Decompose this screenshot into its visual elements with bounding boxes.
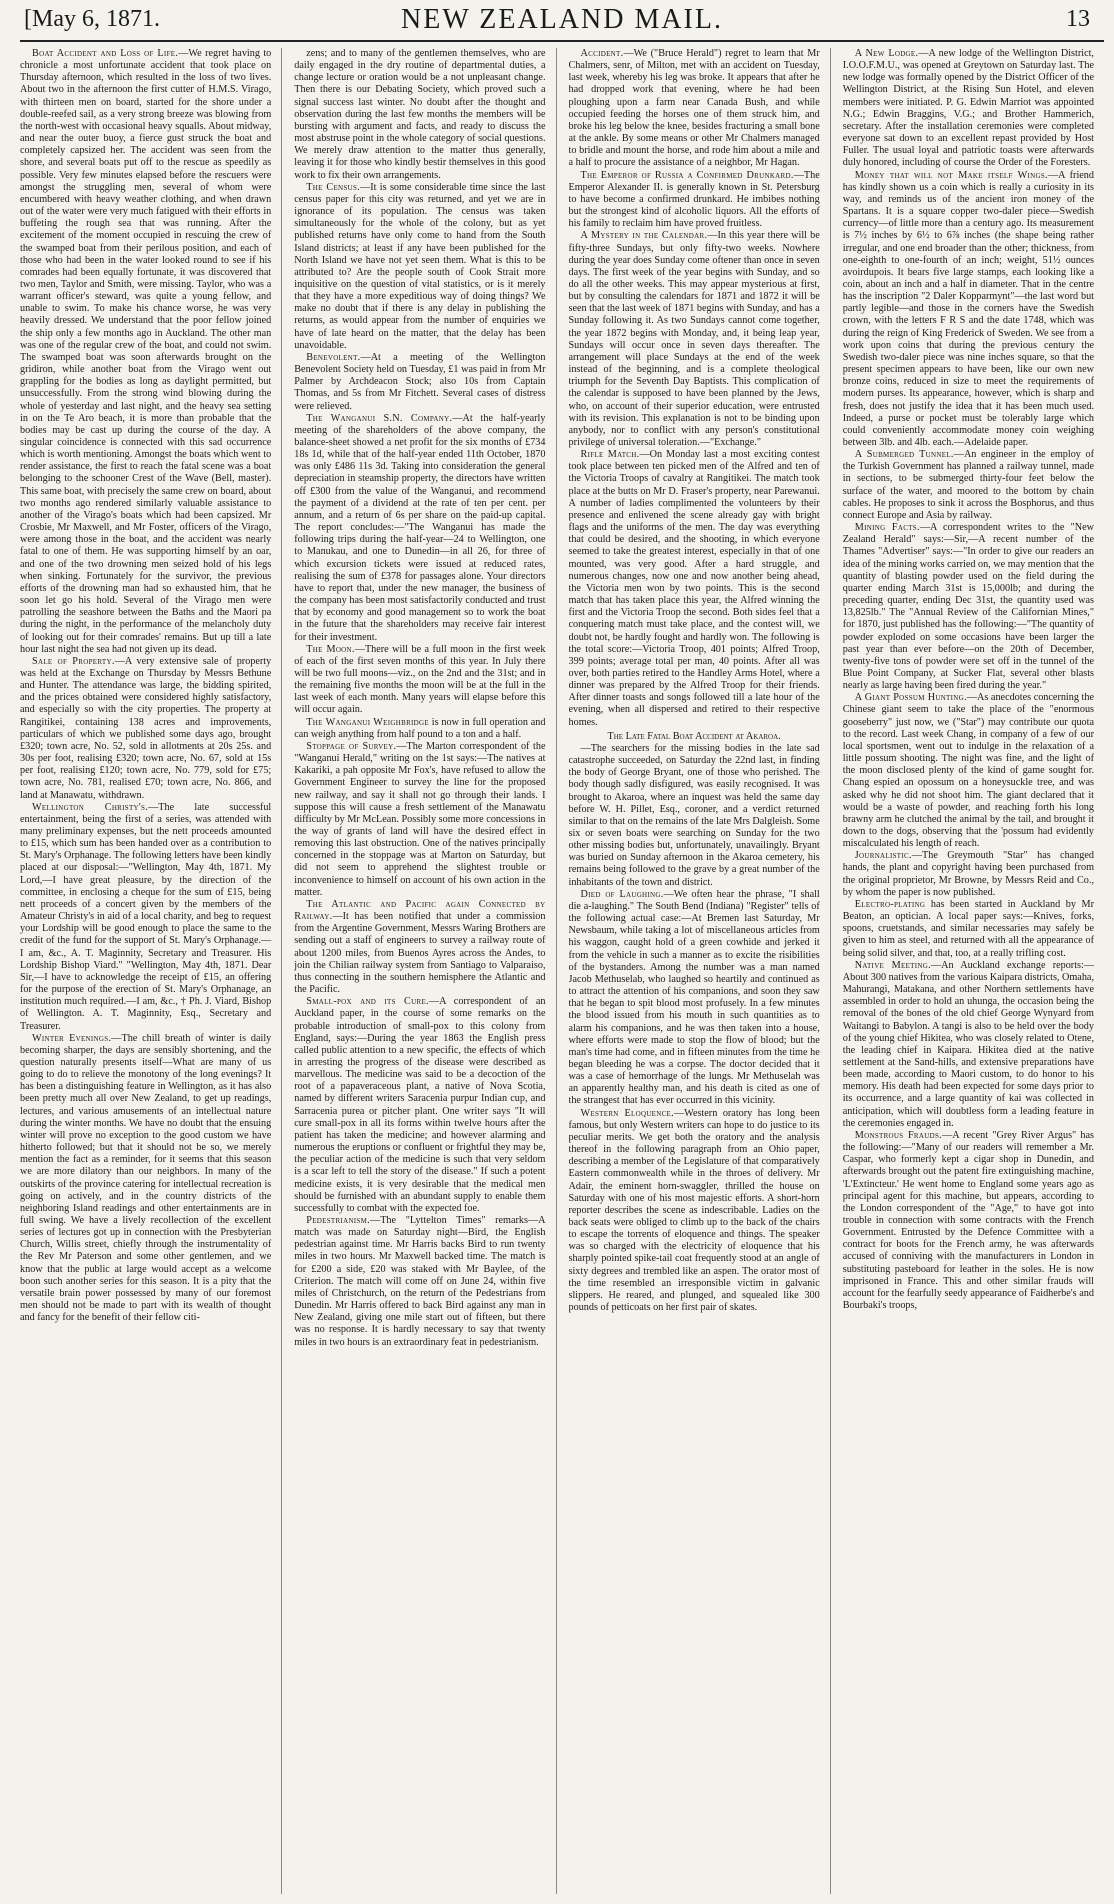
article-text: —The "Lyttelton Times" remarks—A match was made on Saturday night—Bird, the English pedestrian against time. Mr Harris backs Bird to run twenty miles in two hours. Mr Maxwell backed time. The match is for £200 a side, £20 was staked with Mr Baylee, of the Criterion. The match will come off on June 24, within five miles of Christchurch, on the return of the Pedestrians from Dunedin. Mr Harris offered to back Bird against any man in New Zealand, giving one mile start out of fifteen, but there was no response. It is hardly necessary to say that twenty miles in two hours is an extraordinary feat in pedestrianism. — [294, 1215, 546, 1348]
column-2 — [294, 48, 556, 1894]
article-heading: A Giant Possum Hunting. — [854, 692, 967, 704]
article-heading: A Mystery in the Calendar. — [580, 230, 708, 242]
article-paragraph — [294, 644, 545, 717]
masthead — [20, 0, 1104, 42]
article-heading: Journalistic. — [854, 850, 912, 862]
article-heading: Electro-plating — [854, 898, 926, 910]
article-heading: Stoppage of Survey. — [306, 740, 397, 752]
article-text: —The chill breath of winter is daily becoming sharper, the days are sensibly shortening, and the question naturally presents itself—What are many of us going to do to relieve the monotony of the long evenings? It has been a distinguishing feature in Wellington, as it has also been pretty much all over New Zealand, to get up readings, lectures, and various amusements of an intellectual nature during the winter months. We have no doubt that the ensuing winter will prove no exception to the good custom we have hitherto followed; but that it should not be so, we merely mention the fact as a reminder, for it seems that this season we are more dilatory than our neighbors. In many of the outskirts of the province catering for intellectual recreation is going on actively, and in the country districts of the neighboring Island readings and other entertainments are in full swing. We have a lively recollection of the excellent series of lectures got up in connection with the Presbyterian Church, Willis street, chiefly through the instrumentality of the Rev Mr Paterson and some other gentlemen, and we know that the public at large would accept as a welcome boon such another series for this season. It is a pity that the versatile brain power possessed by many of our foremost men should not be made to part with its wealth of thought and fancy for the benefit of their fellow citi- — [20, 1032, 272, 1324]
article-paragraph — [294, 717, 545, 741]
article-text: —At the half-yearly meeting of the shareholders of the above company, the balance-sheet showed a net profit for the six months of £734 18s 1d, while that of the half-year ended 11th October, 1870 was only £486 11s 3d. Taking into consideration the general depreciation in steamship property, the directors have written off £300 from the value of the Wanganui, and recommend the payment of a dividend at the rate of ten per cent. per annum, and a return of 6s per share on the paid-up capital. The report concludes:—"The Wanganui has made the following trips during the half-year—24 to Wellington, one to Manukau, and one to Dunedin—in all 26, for three of which excursion tickets were issued at reduced rates, realising the sum of £378 for passages alone. Your directors have to report that, under the new manager, the business of the company has been most satisfactorily conducted and trust that by economy and good management so to work the boat in the future that the shareholders may receive fair interest for their investment. — [294, 412, 546, 643]
article-heading: The Census. — [306, 181, 360, 193]
article-paragraph — [294, 352, 545, 413]
article-heading: The Emperor of Russia a Confirmed Drunkard. — [580, 169, 794, 181]
article-text: —A friend has kindly shown us a coin which is really a curiosity in its way, and reminds us of the ancient iron money of the Spartans. It is a square copper two-daler piece—Swedish currency—of little more than a century ago. Its measurement is 7½ inches by 6½ to 6⅞ inches (the shape being rather irregular, and one end broader than the other; thickness, from one-eighth to one-fourth of an inch; weight, 51½ ounces avoirdupois. It bears five large stamps, each looking like a coin, about an inch and a half in diameter. That in the centre has the inscription "2 Daler Kopparmynt"—the last word but partly legible—and those in the corners have the Swedish crown, with the letters F R S and the date 1748, which was during the reign of King Frederick of Sweden. We see from a work upon coins that during the previous century the Swedish two-daler piece was nine inches square, so that the present specimen appears to have been, like our own new bronze coins, reduced in size to meet the requirements of modern purses. Its appearance, however, which is sharp and fresh, does not justify the idea that it has been much used. Indeed, a purse or pocket must be tolerably large which could conveniently accommodate money coin weighing between 3lb. and 4lb. each.—Adelaide paper. — [842, 169, 1094, 448]
article-heading: Died of Laughing. — [580, 888, 664, 900]
issue-date: [May 6, 1871. — [24, 6, 160, 32]
article-text: —The Emperor Alexander II. is generally known in St. Petersburg to have become a confirmed drunkard. He imbibes nothing but the strongest kind of alcoholic liquors. All the efforts of his family to reclaim him have proved fruitless. — [568, 169, 820, 230]
column-3 — [569, 48, 831, 1894]
article-paragraph — [294, 899, 545, 996]
article-paragraph — [569, 449, 820, 729]
article-text: —On Monday last a most exciting contest took place between ten picked men of the Alfred and ten of the Victoria Troops of cavalry at Rangitikei. The match took place at the butts on Mr D. Fraser's property, near Parewanui. A number of ladies complimented the volunteers by their presence and enlivened the scene already gay with bright flags and the uniforms of the men. The day was everything that could be desired, and the shooting, in which everyone seemed to take the greatest interest, especially in that of one mounted, was very good. After a hard struggle, and numerous changes, now one and now another being ahead, the Victoria men won by two points. This is the second match that has taken place this year, the Alfred winning the first and the Victoria Troop the second. Both sides feel that a conquering match must take place, and the contest will, we doubt not, be hardly fought and hardly won. The following is the total score:—Victoria Troop, 401 points; Alfred Troop, 399 points; average total per man, 40 points. After all was over, both parties retired to the Handley Arms Hotel, where a dinner was prepared by the Alfred Troop for their friends. After dinner toasts and songs followed till a late hour of the evening, when all dispersed and retired to their respective homes. — [568, 449, 820, 728]
article-heading: Benevolent. — [306, 351, 361, 363]
article-heading: Native Meeting. — [854, 959, 931, 971]
article-text: has been started in Auckland by Mr Beaton, an optician. A local paper says:—Knives, forks, spoons, cruetstands, and similar necessaries may safely be given to him as steel, and returned with all the appearance of being solid silver, and that, too, at a really trifling cost. — [842, 898, 1094, 959]
article-heading: Pedestrianism. — [306, 1215, 370, 1226]
article-text: —A very extensive sale of property was held at the Exchange on Thursday by Messrs Bethune and Hunter. The attendance was large, the bidding spirited, and the prices obtained were considered highly satisfactory, and especially so with the city properties. The property at Rangitikei, containing 138 acres and improvements, particulars of which we published some days ago, brought £320; town acre, No. 52, sold in allotments at 20s 25s. and 30s per foot, realising £320; town acre, No. 67, sold at 15s per foot, realising £120; town acre, No. 779, sold for £75; town acre, No. 781, realised £70; town acre, No. 866, and land at Manawatu, withdrawn. — [20, 655, 272, 801]
article-text: —There will be a full moon in the first week of each of the first seven months of this year. In July there will be two full moons—viz., on the 2nd and the 31st; and in the remaining five months the moon will be at the full in the last week of each month. Many years will elapse before this will occur again. — [294, 643, 546, 716]
article-paragraph — [569, 48, 820, 170]
article-text: is now in full operation and can weigh anything from half pound to a ton and a half. — [294, 716, 546, 740]
article-paragraph — [294, 413, 545, 644]
article-text: —We regret having to chronicle a most unfortunate accident that took place on Thursday afternoon, which resulted in the loss of two lives. About two in the afternoon the first cutter of H.M.S. Virago, with thirteen men on board, started for the shore under a double-reefed sail, as a very strong breeze was blowing from the north-west with occasional heavy squalls. About midway, and near the outer buoy, a fierce gust struck the boat and completely capsized her. The accident was seen from the shore, and several boats put off to the rescue as speedily as possible. Very few minutes elapsed before the rescuers were amongst the struggling men, several of whom were encumbered with heavy weather clothing, and when drawn out of the water were very much fatigued with their efforts in buffeting the rough sea that was running. After the excitement of the moment occupied in rescuing the crew of the swamped boat from their perilous position, and each of those who had been in the water looked round to see if his comrades had been equally fortunate, it was discovered that two men, Taylor and Smith, were missing. Taylor, who was a warrant officer's steward, was quite a young fellow, and unable to swim. To make his chance worse, he was very heavily dressed. We understand that the poor fellow joined the ship only a few months ago in Auckland. The other man was one of the regular crew of the boat, and could not swim. The swamped boat was soon afterwards brought on the gridiron, while another boat from the Virago went out grappling for the bodies as long as daylight permitted, but unsuccessfully. From the strong wind blowing during the whole of yesterday and last night, and the heavy sea setting in on the Te Aro beach, it is more than probable that the bodies may be cast up during the course of the day. A singular coincidence is connected with this sad occurrence which is worth mentioning. Amongst the boats which went to render assistance, the first to reach the fatal scene was a boat belonging to the schooner Crest of the Wave (Bell, master). This same boat, with precisely the same crew on board, about two months ago rendered similarly valuable assistance to another of the Virago's boats which had been capsized. Mr Crosbie, Mr Maxwell, and Mr Foster, officers of the Virago, were among those in the boat, and the accident was nearly fatal to one of them. He was supporting himself by an oar, and one of the two drowning men seized hold of his legs when sinking. Fortunately for the survivor, the previous efforts of the drowning man had so exhausted him, that he soon let go his hold. Several of the Virago men were patrolling the seashore between the Baths and the Maori pa during the night, in the performance of the melancholy duty of looking out for their comrades' remains. But up till a late hour last night the sea had not given up its dead. — [20, 48, 272, 655]
article-text: —The searchers for the missing bodies in the late sad catastrophe succeeded, on Saturday the 22nd last, in finding the body of George Bryant, one of those who perished. The body though sadly disfigured, was easily recognised. It was brought to Akaroa, where an inquest was held the same day before W. H. Pillet, Esq., coroner, and a verdict returned similar to that on the remains of the late Mrs Dalgleish. Some six or seven boats were searching on Sunday for the two other missing bodies but, unfortunately, unavailingly. Bryant was buried on Sunday afternoon in the Akaroa cemetery, his remains being followed to the grave by a great number of the inhabitants of the town and district. — [568, 742, 820, 888]
article-heading: Money that will not Make itself Wings. — [854, 169, 1048, 181]
newspaper-title: NEW ZEALAND MAIL. — [401, 4, 723, 35]
article-paragraph — [294, 1215, 545, 1349]
article-paragraph — [569, 230, 820, 449]
article-text: —We often hear the phrase, "I shall die a-laughing." The South Bend (Indiana) "Register" tells of the following actual case:—At Bremen last Saturday, Mr Newsbaum, while taking a lot of miscellaneous articles from his waggon, caught hold of a green cowhide and jerked it from the vehicle in such a manner as to excite the risibilities of the bystanders. Among the number was a man named Jacob Methuselab, who laughed so heartily and continued as to attract the attention of his companions, and soon they saw that he began to spit blood most profusely. In a few minutes the blood issued from his mouth in such quantities as to alarm his companions, and he was then taken into a house, where efforts were made to stop the flow of blood; but the man's time had come, and in fifteen minutes from the time he began bleeding he was a corpse. The doctor decided that it was a case of hemorrhage of the lungs. Mr Methuselah was an apparently healthy man, and his death is cited as one of the strangest that has ever occurred in this vicinity. — [568, 888, 820, 1107]
article-text: —A correspondent writes to the "New Zealand Herald" says:—Sir,—A recent number of the Thames "Advertiser" says:—"In order to give our readers an idea of the mining works carried on, we may mention that the quantity of blasting powder used on the field during the quarter ending March 31st is 15,000lb; and during the preceding quarter, ending Dec 31st, the quantity used was 13,825lb." The "Annual Review of the Californian Mines," for 1870, just published has the following:—"The quantity of powder exploded on some occasions have been larger the past year than ever before—on the 20th of December, twenty-five tons of powder were set off in the tunnel of the Blue Point Company, at Sucker Flat, several other blasts nearly as large having been fired during the year." — [842, 522, 1094, 692]
article-heading: Rifle Match. — [580, 449, 640, 461]
article-paragraph — [294, 48, 545, 182]
article-text: —A correspondent of an Auckland paper, in the course of some remarks on the probable introduction of small-pox to this colony from England, says:—During the year 1863 the English press called public attention to a new specific, the effects of which in arresting the progress of the disease were described as marvellous. The medicine was said to be a decoction of the root of a papaveraceous plant, a native of Nova Scotia, named by different writers Saracenia purpur Indian cup, and Sarracenia purea or pitcher plant. One writer says "It will cure small-pox in all its forms within twelve hours after the patient has taken the medicine; and however alarming and numerous the eruptions or confluent or frightful they may be, the peculiar action of the medicine is such that very seldom is a scar left to tell the story of the disease." If such a potent medicine exists, it is very desirable that the medical men should be furnished with an abundant supply to enable them successfully to combat with the expected foe. — [294, 996, 546, 1214]
article-paragraph — [843, 850, 1094, 899]
article-text: —It has been notified that under a commission from the Argentine Government, Messrs Waring Brothers are sending out a staff of engineers to survey a railway route of about 1200 miles, from Buenos Ayres across the Andes, to join the Chilian railway system from Santiago to Valparaiso, thus connecting in the southern hemisphere the Atlantic and the Pacific. — [294, 911, 546, 996]
article-heading: Monstrous Frauds. — [854, 1129, 943, 1141]
article-heading-centered: The Late Fatal Boat Accident at Akaroa. — [607, 730, 781, 742]
article-text: —Western oratory has long been famous, but only Western writers can hope to do justice to its peculiar merits. We get both the oratory and the analysis thereof in the following paragraph from an Ohio paper, describing a member of the Legislature of that comparatively Eastern commonwealth while in the throes of delivery. Mr Adair, the eminent horn-swaggler, thrilled the house on Saturday with one of his most majestic efforts. A short-horn reporter describes the scene as indescribable. Ladies on the back seats were obliged to climb up to the back of the chairs to escape the torrents of eloquence and things. The speaker was so charged with the electricity of eloquence that his sharply pointed spike-tail coat frequently stood at an angle of sixty degrees and trembled like an aspen. The orator most of the time resembled an irresponsible victim in galvanic slippers. He reared, and plunged, and squealed like 300 pounds of petticoats on her first pair of skates. — [568, 1107, 820, 1314]
article-paragraph — [569, 170, 820, 231]
article-heading: The Wanganui S.N. Company. — [306, 412, 453, 424]
article-text: —In this year there will be fifty-three Sundays, but only fifty-two weeks. Nowhere during the year does Sunday come oftener than once in seven days. The first week of the year begins with Sunday, and so do all the other weeks. This may appear mysterious at first, but by consulting the calendars for 1871 and 1872 it will be seen that the last week of 1871 begins with Sunday, and has a Sunday following it. As two Sundays cannot come together, the year 1872 begins with Monday, and, it being leap year, Sundays will occur once in seven days thereafter. The arrangement will place Sundays at the end of the week instead of the beginning, and is a complete theological triumph for the Seventh Day Baptists. This complication of the calendar is supposed to have been planned by the Jews, who, on account of their superior education, were entrusted with its revision. This explanation is not to be binding upon anybody, nor to conflict with any person's constitutional privilege of universal toleration.—"Exchange." — [568, 230, 820, 448]
article-text: —We ("Bruce Herald") regret to learn that Mr Chalmers, senr, of Milton, met with an accident on Tuesday, last week, whereby his leg was broke. It appears that after he had dropped work that evening, where he had been ploughing upon a farm near Canada Bush, and while occupied feeding the horses one of them struck him, and broke his leg below the knee, besides fracturing a small bone at the ankle. By some means or other Mr Chalmers managed to bridle and mount the horse, and rode him about a mile and a half to procure the assistance of a neighbor, Mr Hagan. — [568, 48, 820, 169]
article-text: —It is some considerable time since the last census paper for this city was returned, and yet we are in ignorance of its population. The census was taken simultaneously for the whole of the colony, but as yet published returns have only come to hand from the South Island districts; at least if any have been published for the North Island we have not yet seen them. What is this to be attributed to? Are the people south of Cook Strait more inquisitive on the question of vital statistics, or is it merely that they have a more expeditious way of doing things? We make no doubt that if there is any delay in publishing the returns, as would appear from the number of enquiries we have of late heard on the matter, that the delay has been unavoidable. — [294, 181, 546, 351]
article-heading: Sale of Property. — [32, 655, 115, 667]
article-heading: Winter Evenings. — [32, 1032, 112, 1044]
article-text: —The Marton correspondent of the "Wanganui Herald," writing on the 1st says:—The natives at Kakariki, a pah opposite Mr Fox's, have refused to allow the Government Engineer to survey the line for the proposed new railway, and say it shall not go through their lands. I suppose this will cause a fresh settlement of the Manawatu difficulty by Mr McLean. Possibly some more concessions in the way of grants of land will have the desired effect in removing this last obstruction. One of the natives principally concerned in the stoppage was at Marton on Saturday, but did not seem to apprehend the slightest trouble or inconvenience to himself on account of his own action in the matter. — [294, 740, 546, 898]
article-paragraph — [294, 996, 545, 1215]
article-heading: A New Lodge. — [854, 48, 919, 59]
article-heading: Accident. — [580, 48, 624, 59]
article-columns — [20, 48, 1104, 1894]
article-heading: The Atlantic and Pacific again Connected by Railway. — [294, 898, 546, 923]
page-number: 13 — [1066, 6, 1090, 32]
article-paragraph — [843, 48, 1094, 170]
article-text: —The Greymouth "Star" has changed hands, the plant and copyright having been purchased from the original proprietor, Mr Browne, by Messrs Reid and Co., by whom the paper is now published. — [842, 850, 1094, 898]
article-paragraph — [294, 741, 545, 899]
article-heading: Western Eloquence. — [580, 1107, 674, 1119]
article-paragraph — [569, 743, 820, 889]
article-heading: Wellington Christy's. — [32, 801, 149, 813]
article-paragraph — [843, 522, 1094, 692]
column-4 — [843, 48, 1104, 1894]
article-paragraph — [20, 656, 271, 802]
article-text: —An Auckland exchange reports:—About 300 natives from the various Kaipara districts, Omaha, Mahurangi, Matakana, and other Northern settlements have assembled in order to hold an uhunga, the occasion being the removal of the bones of the old chief George Wynyard from Waitangi to Babylon. A tangi is also to be held over the body of the young chief Hikitea, who was closely related to Otene, the leading chief in Kaipara. Hikitea died at the native settlement at the Sand-hills, and extensive preparations have been made, according to Maori custom, to do honor to his memory. His death had been expected for some days prior to its occurrence, and a large quantity of kai was collected in anticipation, which will doubtless form a leading feature in the ceremonies engaged in. — [842, 959, 1095, 1129]
article-paragraph — [843, 692, 1094, 850]
article-paragraph — [843, 899, 1094, 960]
article-text: —The late successful entertainment, being the first of a series, was attended with many preliminary expenses, but the nett proceeds amounted to £15, which sum has been handed over as a contribution to St. Mary's Orphanage. The following letters have been kindly placed at our disposal:—"Wellington, May 4th, 1871. My Lord,—I have great pleasure, by the direction of the committee, in enclosing a cheque for the sum of £15, being nett proceeds of a concert given by the members of the Amateur Christy's in aid of a local charity, and beg to request your Lordship will be good enough to place the same to the credit of the fund for the support of St. Mary's Orphanage.—I am, &c., A. T. Maginnity, Secretary and Treasurer. His Lordship Bishop Viard." "Wellington, May 4th, 1871. Dear Sir,—I have to acknowledge the receipt of £15, an offering for the purpose of the erection of St. Mary's Orphanage, an institution much required.—I am, &c., † Ph. J. Viard, Bishop of Wellington. A. T. Maginnity, Esq., Secretary and Treasurer. — [20, 801, 272, 1032]
article-heading: A Submerged Tunnel. — [854, 449, 954, 461]
article-heading: Boat Accident and Loss of Life. — [32, 48, 179, 59]
article-text: —A new lodge of the Wellington District, I.O.O.F.M.U., was opened at Greytown on Saturday last. The new lodge was formally opened by the District Officer of the Wellington District, at the Rising Sun Hotel, and eleven members were initiated. P. G. Edwin Marriot was appointed N.G.; Edwin Braggins, V.G.; and Brother Hammerich, secretary. After the installation ceremonies were completed everyone sat down to an excellent repast provided by Host Fuller. The usual loyal and patriotic toasts were afterwards duly honored, including of course the Order of the Foresters. — [842, 48, 1094, 169]
article-heading: Small-pox and its Cure. — [306, 996, 429, 1008]
article-paragraph — [20, 1033, 271, 1325]
article-paragraph — [569, 889, 820, 1108]
article-paragraph — [569, 1108, 820, 1315]
article-paragraph — [843, 960, 1094, 1130]
article-text: zens; and to many of the gentlemen themselves, who are daily engaged in the dry routine of departmental duties, a change lecture or oration would be a not unpleasant change. Then there is our Debating Society, which proved such a signal success last winter. No doubt after the thought and observation during the last few months the members will be bursting with argument and facts, and ready to discuss the most abstruse point in the whole category of social questions. We merely draw attention to the matter thus generally, leaving it for those who kindly bestir themselves in this good work to fix their own arrangements. — [294, 48, 546, 181]
article-text: —At a meeting of the Wellington Benevolent Society held on Tuesday, £1 was paid in from Mr Palmer by Archdeacon Stock; also 10s from Captain Thomas, and 5s from Mr Fitchett. Several cases of distress were relieved. — [294, 351, 546, 412]
article-text: —An engineer in the employ of the Turkish Government has planned a railway tunnel, made in sections, to be submerged thirty-four feet below the surface of the water, and moored to the bottom by chain cables. He proposes to sink it across the Bosphorus, and thus connect Europe and Asia by railway. — [842, 449, 1094, 521]
article-heading: The Wanganui Weighbridge — [306, 716, 429, 728]
article-heading: The Moon. — [306, 643, 355, 655]
article-paragraph — [20, 802, 271, 1033]
article-text: —A recent "Grey River Argus" has the following:—"Many of our readers will remember a Mr. Caspar, who formerly kept a cigar shop in Dunedin, and afterwards brought out the patent fire extinguishing machine, 'L'Extincteur.' He went home to England some years ago as principal agent for this machine, but appears, according to the London correspondent of the "Age," to have got into trouble in connection with some contracts with the French Government. Entrusted by the Defence Committee with a contract for boots for the French army, he was afterwards accused of conniving with the manufacturers in London in substituting pasteboard for leather in the soles. He is now imprisoned in France. This and other similar frauds will account for the fearfully seedy appearance of Faidherbe's and Bourbaki's troops, — [842, 1129, 1094, 1312]
article-paragraph — [294, 182, 545, 352]
article-paragraph — [843, 449, 1094, 522]
article-text: —As anecdotes concerning the Chinese giant seem to take the place of the "enormous gooseberry" just now, we ("Star") may contribute our quota to the record. Last week Chang, in company of a few of our local sportsmen, went out to indulge in the relaxation of a little possum shooting. The night was fine, and the light of the moon disclosed plenty of the kind of game sought for. Chang espied an opossum on a honeysuckle tree, and was asked why he did not shoot him. The giant declared that it would be a waste of powder, and reaching forth his long brawny arm he clutched the animal by the tail, and brought it down to the dogs, observing that the 'possum had evidently miscalculated his length of reach. — [842, 692, 1094, 850]
article-paragraph — [20, 48, 271, 656]
column-1 — [20, 48, 282, 1894]
article-paragraph — [843, 1130, 1094, 1312]
article-paragraph — [843, 170, 1094, 450]
article-heading: Mining Facts. — [854, 522, 920, 534]
